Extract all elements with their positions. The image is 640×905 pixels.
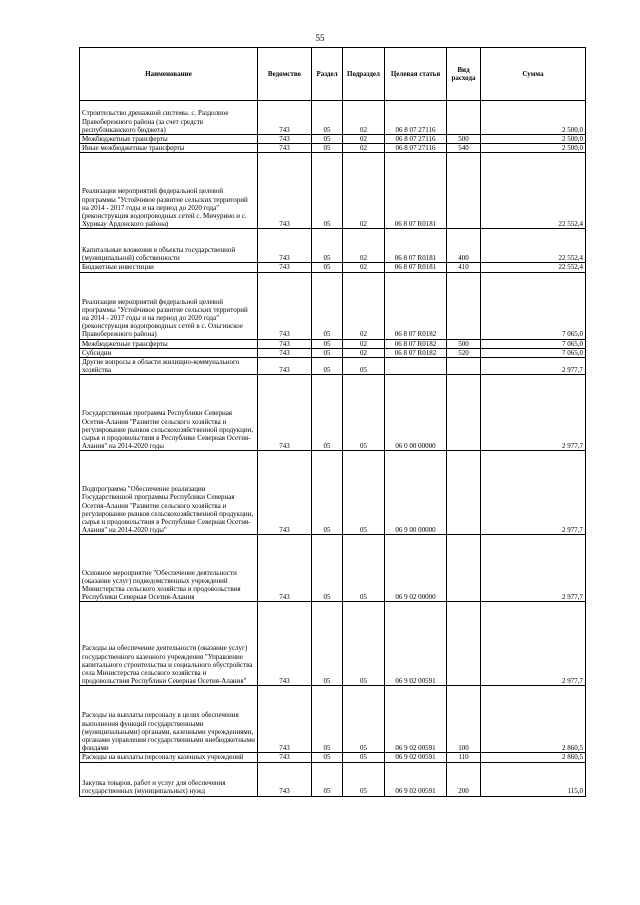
- row-podrazdel: 05: [343, 602, 385, 686]
- row-celevaya: 06 8 07 27116: [385, 101, 447, 135]
- row-razdel: 05: [312, 135, 343, 144]
- row-razdel: 05: [312, 144, 343, 153]
- table-row: [80, 135, 586, 144]
- row-vedomstvo: 743: [258, 762, 312, 796]
- table-row: [80, 339, 586, 348]
- row-vid: [447, 101, 481, 135]
- row-summa: 7 065,0: [481, 272, 586, 339]
- row-razdel: 05: [312, 272, 343, 339]
- row-podrazdel: 02: [343, 339, 385, 348]
- table-row: [80, 144, 586, 153]
- row-name: Основное мероприятие "Обеспечение деятельности (оказание услуг) подведомственных учреждений Министерства сельского хозяйства и продовольствия Республики Северная Осетия-Алания: [80, 535, 258, 602]
- row-celevaya: 06 8 07 27116: [385, 144, 447, 153]
- table-row: [80, 272, 586, 339]
- table-row: [80, 229, 586, 263]
- row-razdel: 05: [312, 153, 343, 229]
- row-name: Другие вопросы в области жилищно-коммунального хозяйства: [80, 358, 258, 375]
- row-vedomstvo: 743: [258, 263, 312, 272]
- budget-table: [79, 47, 586, 797]
- row-celevaya: 06 9 02 00591: [385, 762, 447, 796]
- row-vid: 540: [447, 144, 481, 153]
- row-celevaya: 06 0 00 00000: [385, 375, 447, 451]
- row-podrazdel: 02: [343, 153, 385, 229]
- row-summa: 2 860,5: [481, 686, 586, 753]
- row-celevaya: 06 9 02 00000: [385, 535, 447, 602]
- row-razdel: 05: [312, 263, 343, 272]
- row-podrazdel: 05: [343, 375, 385, 451]
- header-summa: Сумма: [481, 48, 586, 101]
- row-vedomstvo: 743: [258, 375, 312, 451]
- table-row: [80, 762, 586, 796]
- row-celevaya: 06 9 02 00591: [385, 753, 447, 762]
- row-name: Бюджетные инвестиции: [80, 263, 258, 272]
- table-row: [80, 348, 586, 357]
- row-summa: 7 065,0: [481, 348, 586, 357]
- row-vid: 410: [447, 263, 481, 272]
- row-vedomstvo: 743: [258, 339, 312, 348]
- row-vedomstvo: 743: [258, 348, 312, 357]
- row-vid: 110: [447, 753, 481, 762]
- row-name: Строительство дренажной системы. с. Раздолное Правобережного района (за счет средств республиканского бюджета): [80, 101, 258, 135]
- row-podrazdel: 02: [343, 229, 385, 263]
- row-razdel: 05: [312, 101, 343, 135]
- table-row: [80, 358, 586, 375]
- row-vid: 520: [447, 348, 481, 357]
- row-vid: [447, 272, 481, 339]
- row-name: Субсидии: [80, 348, 258, 357]
- row-vedomstvo: 743: [258, 101, 312, 135]
- row-name: Расходы на выплаты персоналу казенных учреждений: [80, 753, 258, 762]
- row-vedomstvo: 743: [258, 602, 312, 686]
- row-summa: 115,0: [481, 762, 586, 796]
- row-razdel: 05: [312, 686, 343, 753]
- row-razdel: 05: [312, 602, 343, 686]
- row-celevaya: [385, 358, 447, 375]
- row-vid: [447, 375, 481, 451]
- row-celevaya: 06 8 07 R0181: [385, 263, 447, 272]
- row-summa: 22 552,4: [481, 229, 586, 263]
- row-celevaya: 06 8 07 R0182: [385, 272, 447, 339]
- header-vid: Вид расхода: [447, 48, 481, 101]
- row-podrazdel: 02: [343, 135, 385, 144]
- row-razdel: 05: [312, 753, 343, 762]
- row-summa: 22 552,4: [481, 153, 586, 229]
- row-summa: 2 977,7: [481, 358, 586, 375]
- row-summa: 2 977,7: [481, 602, 586, 686]
- table-row: [80, 602, 586, 686]
- row-vedomstvo: 743: [258, 135, 312, 144]
- table-row: [80, 451, 586, 535]
- row-celevaya: 06 8 07 R0182: [385, 339, 447, 348]
- row-vedomstvo: 743: [258, 229, 312, 263]
- row-vedomstvo: 743: [258, 144, 312, 153]
- row-summa: 2 977,7: [481, 375, 586, 451]
- row-vedomstvo: 743: [258, 358, 312, 375]
- table-row: [80, 535, 586, 602]
- row-celevaya: 06 9 02 00591: [385, 602, 447, 686]
- row-summa: 2 500,0: [481, 135, 586, 144]
- row-podrazdel: 02: [343, 144, 385, 153]
- header-name: Наименование: [80, 48, 258, 101]
- row-razdel: 05: [312, 375, 343, 451]
- row-podrazdel: 05: [343, 358, 385, 375]
- row-vedomstvo: 743: [258, 535, 312, 602]
- row-summa: 2 977,7: [481, 535, 586, 602]
- table-header-row: [80, 48, 586, 101]
- row-podrazdel: 02: [343, 272, 385, 339]
- row-podrazdel: 05: [343, 535, 385, 602]
- table-row: [80, 375, 586, 451]
- row-celevaya: 06 9 02 00591: [385, 686, 447, 753]
- row-summa: 22 552,4: [481, 263, 586, 272]
- row-vid: 400: [447, 229, 481, 263]
- row-summa: 2 500,0: [481, 144, 586, 153]
- row-razdel: 05: [312, 348, 343, 357]
- row-podrazdel: 05: [343, 686, 385, 753]
- table-row: [80, 753, 586, 762]
- row-name: Расходы на обеспечение деятельности (оказание услуг) государственного казенного учреждения "Управление капитального строительства и социального обустройства села Министерства сельского хозяйства и продовольствия Республики Северная Осетия-Алания": [80, 602, 258, 686]
- row-vid: [447, 451, 481, 535]
- row-summa: 2 977,7: [481, 451, 586, 535]
- row-name: Иные межбюджетные трансферты: [80, 144, 258, 153]
- row-name: Межбюджетные трансферты: [80, 135, 258, 144]
- table-row: [80, 263, 586, 272]
- row-celevaya: 06 8 07 R0182: [385, 348, 447, 357]
- row-vid: 500: [447, 339, 481, 348]
- row-vid: [447, 153, 481, 229]
- row-celevaya: 06 9 00 00000: [385, 451, 447, 535]
- header-podrazdel: Подраздел: [343, 48, 385, 101]
- row-vid: [447, 358, 481, 375]
- table-row: [80, 153, 586, 229]
- row-razdel: 05: [312, 762, 343, 796]
- row-vedomstvo: 743: [258, 753, 312, 762]
- row-summa: 7 065,0: [481, 339, 586, 348]
- row-podrazdel: 02: [343, 348, 385, 357]
- row-vid: [447, 535, 481, 602]
- page-number: 55: [315, 33, 325, 43]
- row-name: Государственная программа Республики Северная Осетия-Алания "Развитие сельского хозяйства и регулирование рынков сельскохозяйственной продукции, сырья и продовольствия в Республике Северная Осетия-Алания" на 2014-2020 годы: [80, 375, 258, 451]
- row-podrazdel: 02: [343, 263, 385, 272]
- row-vedomstvo: 743: [258, 272, 312, 339]
- row-summa: 2 500,0: [481, 101, 586, 135]
- row-vedomstvo: 743: [258, 686, 312, 753]
- row-name: Подпрограмма "Обеспечение реализации Государственной программы Республики Северная Осетия-Алания "Развитие сельского хозяйства и регулирование рынков сельскохозяйственной продукции, сырья и продовольствия в Республике Северная Осетия-Алания" на 2014-2020 годы": [80, 451, 258, 535]
- row-razdel: 05: [312, 451, 343, 535]
- header-vedomstvo: Ведомство: [258, 48, 312, 101]
- row-name: Расходы на выплаты персоналу в целях обеспечения выполнения функций государственными (муниципальными) органами, казенными учреждениями, органами управления государственными внебюджетными фондами: [80, 686, 258, 753]
- row-name: Реализация мероприятий федеральной целевой программы "Устойчивое развитие сельских территорий на 2014 - 2017 годы и на период до 2020 года" (реконструкция водопроводных сетей в с. Ольгинское Правобережного района): [80, 272, 258, 339]
- row-celevaya: 06 8 07 R0181: [385, 229, 447, 263]
- row-vid: 500: [447, 135, 481, 144]
- table-row: [80, 101, 586, 135]
- row-name: Реализация мероприятий федеральной целевой программы "Устойчивое развитие сельских территорий на 2014 - 2017 годы и на период до 2020 года" (реконструкция водопроводных сетей с. Мичурино и с. Хурикау Ардонского района): [80, 153, 258, 229]
- row-vedomstvo: 743: [258, 153, 312, 229]
- row-vid: 200: [447, 762, 481, 796]
- row-razdel: 05: [312, 358, 343, 375]
- row-razdel: 05: [312, 229, 343, 263]
- row-name: Закупка товаров, работ и услуг для обеспечения государственных (муниципальных) нужд: [80, 762, 258, 796]
- row-vedomstvo: 743: [258, 451, 312, 535]
- row-podrazdel: 05: [343, 762, 385, 796]
- row-razdel: 05: [312, 535, 343, 602]
- table-row: [80, 686, 586, 753]
- row-vid: 100: [447, 686, 481, 753]
- row-podrazdel: 02: [343, 101, 385, 135]
- row-podrazdel: 05: [343, 753, 385, 762]
- header-celevaya: Целевая статья: [385, 48, 447, 101]
- row-summa: 2 860,5: [481, 753, 586, 762]
- header-razdel: Раздел: [312, 48, 343, 101]
- row-razdel: 05: [312, 339, 343, 348]
- row-podrazdel: 05: [343, 451, 385, 535]
- row-vid: [447, 602, 481, 686]
- row-celevaya: 06 8 07 27116: [385, 135, 447, 144]
- row-celevaya: 06 8 07 R0181: [385, 153, 447, 229]
- row-name: Капитальные вложения в объекты государственной (муниципальной) собственности: [80, 229, 258, 263]
- row-name: Межбюджетные трансферты: [80, 339, 258, 348]
